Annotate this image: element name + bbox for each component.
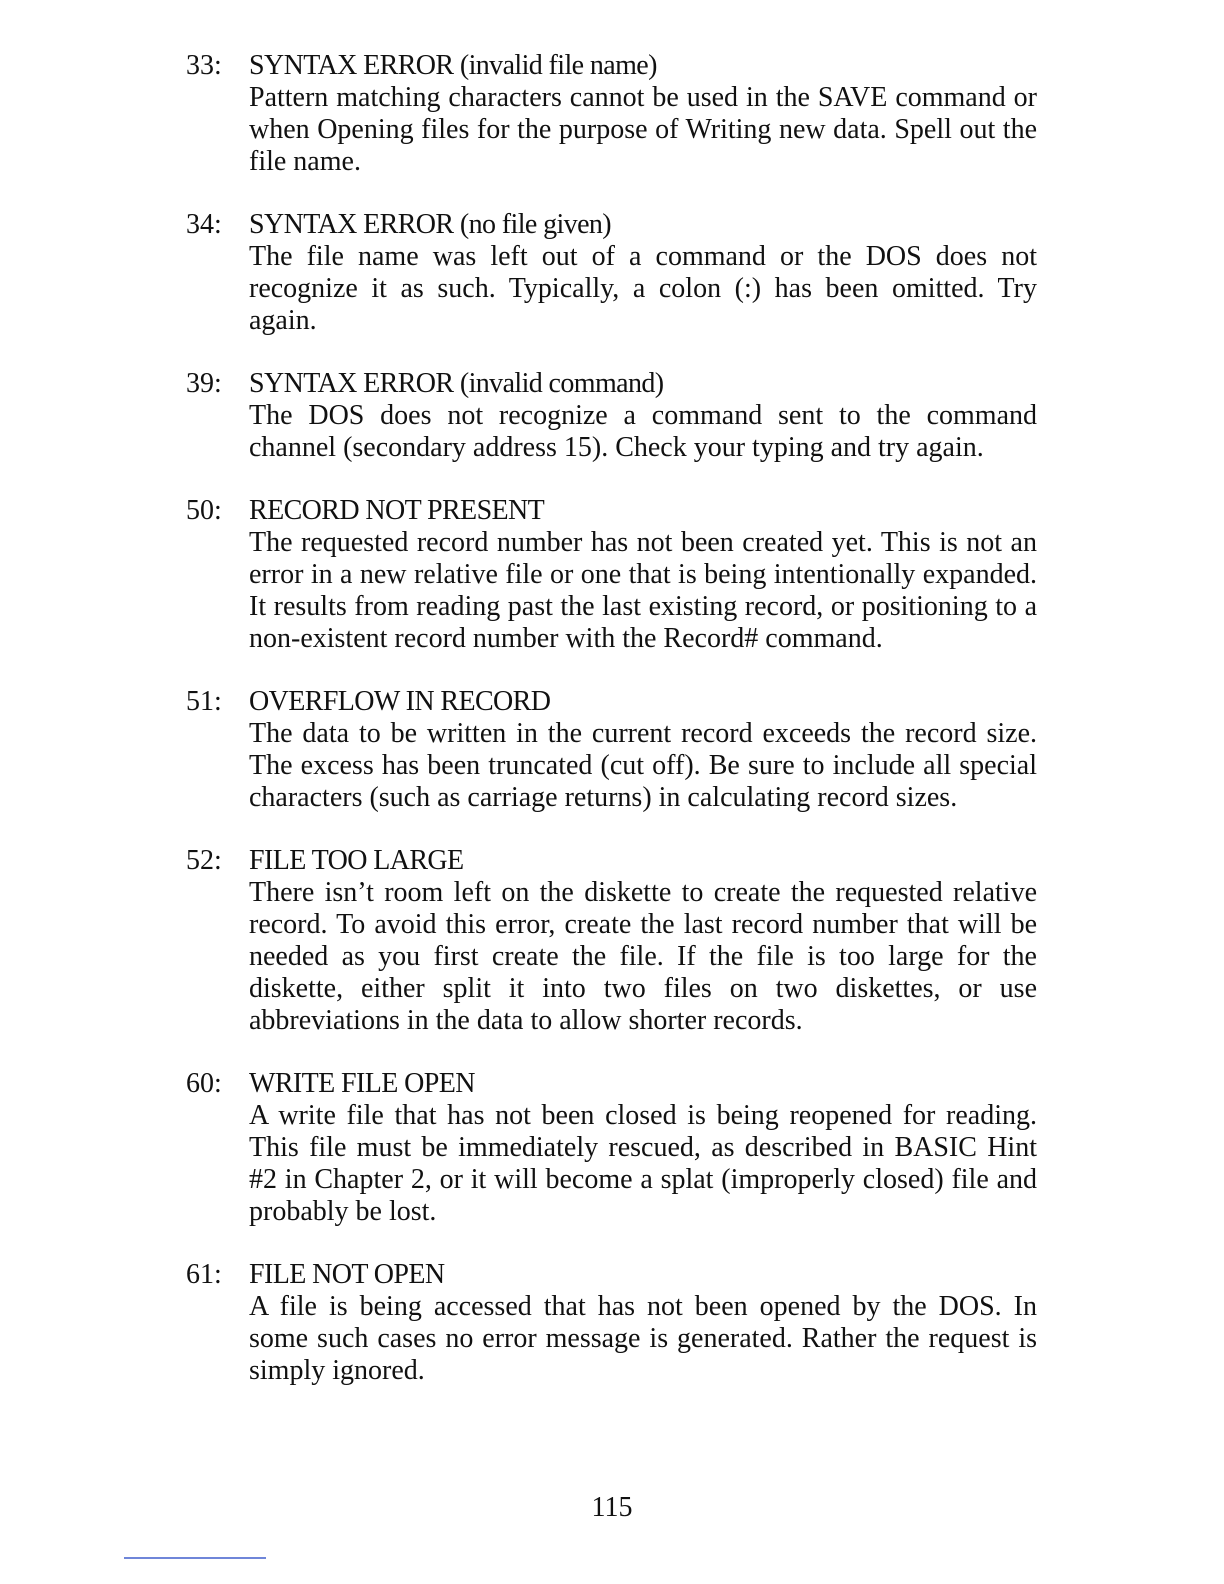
error-title: SYNTAX ERROR (invalid file name) (249, 50, 657, 81)
error-entry-39 (186, 368, 1046, 464)
error-title: SYNTAX ERROR (no file given) (249, 209, 612, 240)
error-description: Pattern matching characters cannot be used in the SAVE command or when Opening files for the purpose of Writing new data. Spell out the file name. (249, 82, 1037, 177)
error-entry-34 (186, 209, 1046, 337)
error-body (249, 495, 1037, 655)
error-description: A file is being accessed that has not been opened by the DOS. In some such cases no error message is generated. Rather the request is simply ignored. (249, 1291, 1037, 1386)
error-code: 34: (186, 209, 222, 240)
error-description: A write file that has not been closed is being reopened for reading. This file must be immediately rescued, as described in BASIC Hint #2 in Chapter 2, or it will become a splat (improperly closed) file and probably be lost. (249, 1100, 1037, 1227)
error-description: The DOS does not recognize a command sent to the command channel (secondary address 15). Check your typing and try again. (249, 400, 1037, 463)
error-body (249, 1068, 1037, 1228)
error-entry-60 (186, 1068, 1046, 1228)
error-body (249, 845, 1037, 1037)
error-entry-52 (186, 845, 1046, 1037)
error-title: WRITE FILE OPEN (249, 1068, 475, 1099)
error-title: SYNTAX ERROR (invalid command) (249, 368, 664, 399)
error-code: 61: (186, 1259, 222, 1290)
error-entry-50 (186, 495, 1046, 655)
error-description: There isn’t room left on the diskette to create the requested relative record. To avoid this error, create the last record number that will be needed as you first create the file. If the file is too large for the diskette, either split it into two files on two diskettes, or use abbreviations in the data to allow shorter records. (249, 877, 1037, 1036)
error-description: The file name was left out of a command or the DOS does not recognize it as such. Typically, a colon (:) has been omitted. Try again. (249, 241, 1037, 336)
error-code: 60: (186, 1068, 222, 1099)
error-body (249, 209, 1037, 337)
error-code: 52: (186, 845, 222, 876)
error-title: FILE NOT OPEN (249, 1259, 445, 1290)
error-body (249, 50, 1037, 178)
error-entry-51 (186, 686, 1046, 814)
error-title: OVERFLOW IN RECORD (249, 686, 551, 717)
error-code: 33: (186, 50, 222, 81)
error-code: 51: (186, 686, 222, 717)
error-code: 39: (186, 368, 222, 399)
error-title: RECORD NOT PRESENT (249, 495, 545, 526)
error-description: The requested record number has not been created yet. This is not an error in a new relative file or one that is being intentionally expanded. It results from reading past the last existing record, or positioning to a non-existent record number with the Record# command. (249, 527, 1037, 654)
error-title: FILE TOO LARGE (249, 845, 464, 876)
error-entry-33 (186, 50, 1046, 178)
error-entry-61 (186, 1259, 1046, 1387)
error-code-list (186, 50, 1046, 1418)
footer-rule (124, 1557, 266, 1559)
page-number: 115 (591, 1492, 633, 1523)
error-description: The data to be written in the current record exceeds the record size. The excess has been truncated (cut off). Be sure to include all special characters (such as carriage returns) in calculating record sizes. (249, 718, 1037, 813)
error-body (249, 686, 1037, 814)
error-body (249, 1259, 1037, 1387)
error-code: 50: (186, 495, 222, 526)
error-body (249, 368, 1037, 464)
